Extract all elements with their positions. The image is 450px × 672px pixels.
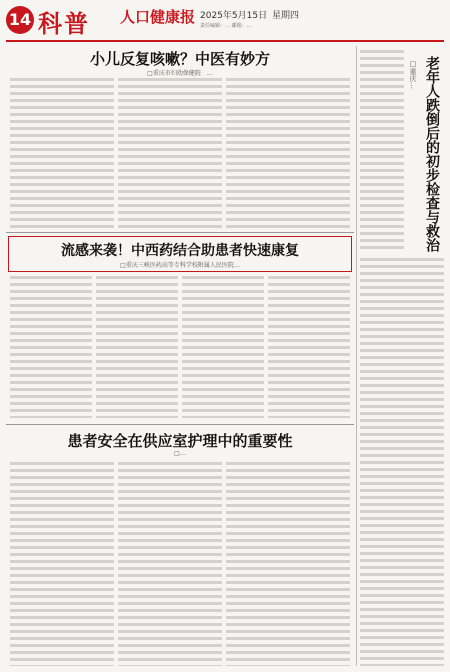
article-2-byline: □重庆三峡医药高等专科学校附属人民医院… (120, 262, 240, 269)
sidebar-column (360, 258, 444, 666)
article-2-column (182, 276, 264, 418)
sidebar-divider (356, 46, 357, 666)
sidebar-headline: 老年人跌倒后的初步检查与救治 (424, 56, 440, 252)
article-2-column (96, 276, 178, 418)
article-3-column (226, 462, 350, 666)
article-2-column (10, 276, 92, 418)
article-1-column (226, 78, 350, 228)
issue-date: 2025年5月15日 (200, 11, 268, 21)
article-1-headline: 小儿反复咳嗽？中医有妙方 (89, 50, 270, 68)
article-1-byline: □重庆市妇幼保健院 … (147, 70, 213, 77)
masthead (0, 0, 450, 44)
article-1-column (118, 78, 222, 228)
sidebar-byline: □重庆… (409, 60, 417, 89)
article-1-column (10, 78, 114, 228)
masthead-rule (6, 40, 444, 42)
article-3-column (118, 462, 222, 666)
section-title: 科普 (38, 9, 90, 38)
article-separator (6, 424, 354, 425)
article-separator (6, 232, 354, 233)
article-2-headline: 流感来袭！中西药结合助患者快速康复 (61, 243, 299, 259)
article-3-byline: □… (174, 450, 186, 457)
page-number: 14 (6, 6, 34, 34)
article-2-column (268, 276, 350, 418)
article-3-headline: 患者安全在供应室护理中的重要性 (67, 432, 293, 450)
editor-contact: 责任编辑：… 邮箱：… (200, 23, 252, 29)
sidebar-column (360, 50, 404, 250)
paper-logo: 人口健康报 (120, 8, 196, 26)
article-3-column (10, 462, 114, 666)
issue-weekday: 星期四 (272, 11, 300, 21)
